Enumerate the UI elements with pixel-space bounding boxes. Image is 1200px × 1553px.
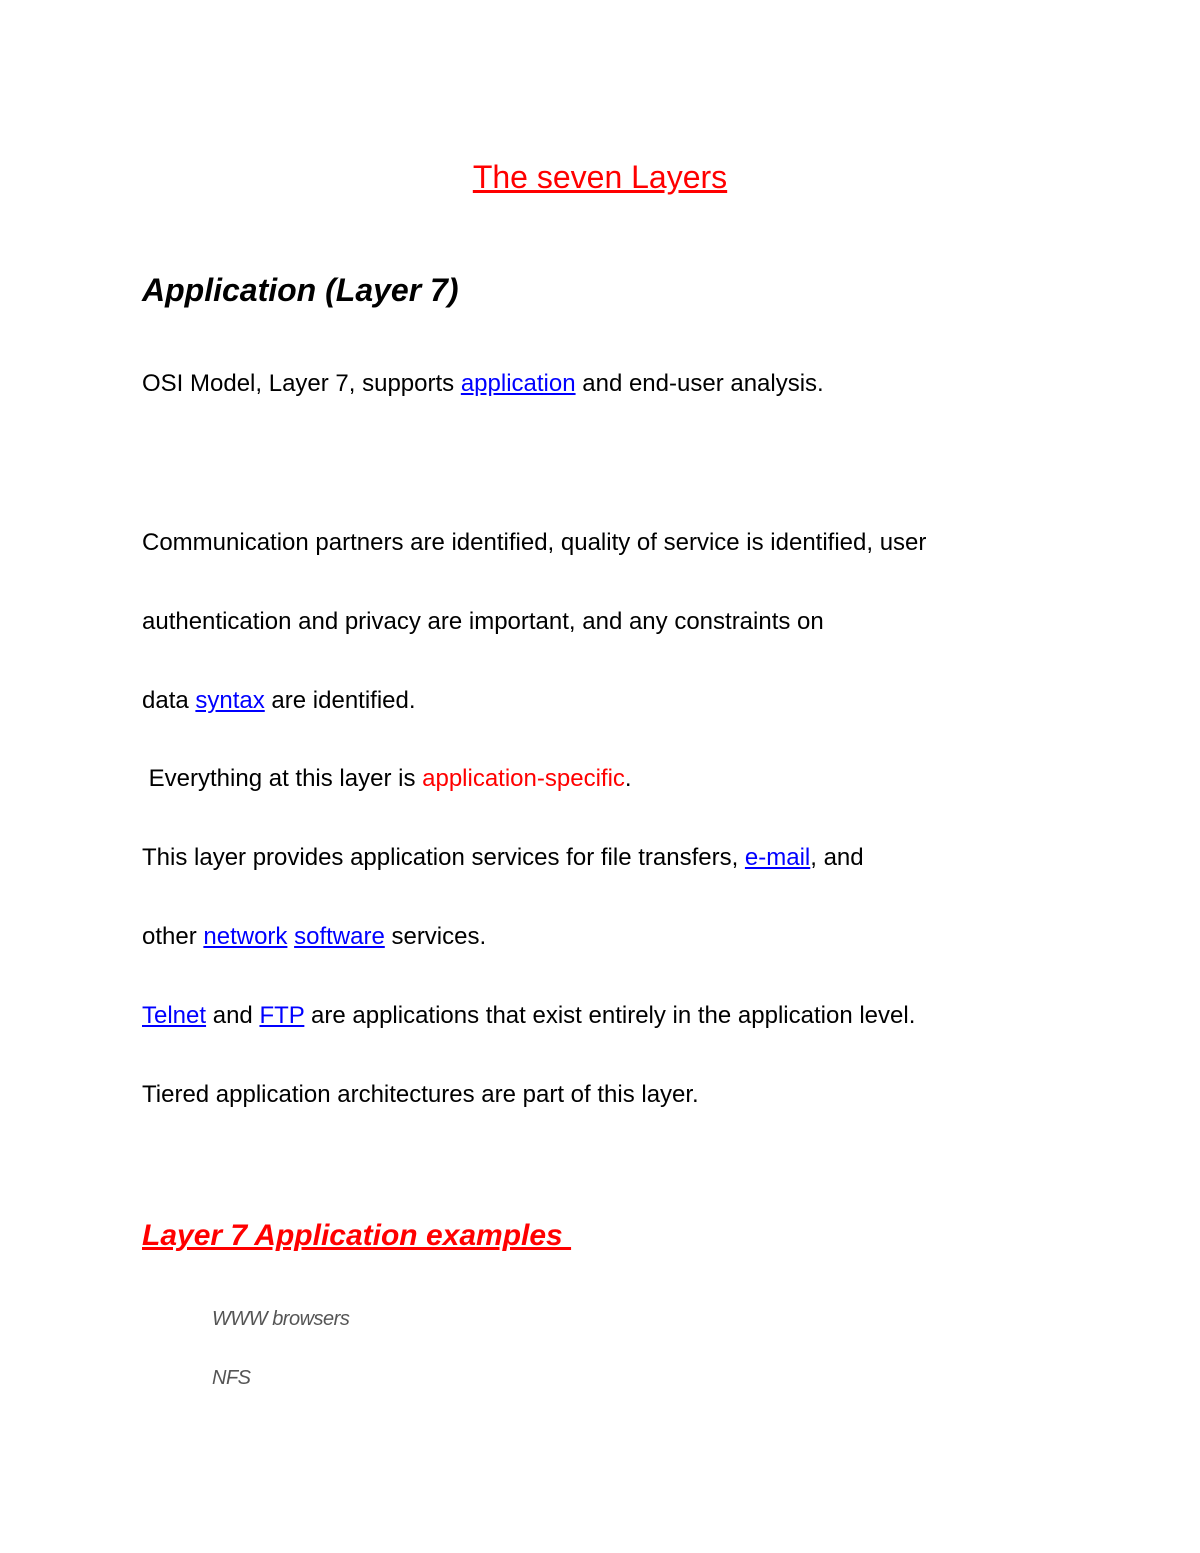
link-network[interactable]: network — [203, 923, 288, 950]
paragraph-osi-model — [142, 367, 824, 401]
text: This layer provides application services for file transfers, — [142, 844, 745, 871]
paragraph-services-line-1 — [142, 841, 864, 875]
highlight-application-specific: application-specific — [422, 765, 625, 792]
link-software[interactable]: software — [294, 923, 385, 950]
text: and end-user analysis. — [575, 370, 824, 397]
link-telnet[interactable]: Telnet — [142, 1002, 207, 1029]
text: and — [206, 1002, 260, 1029]
paragraph-communication-line-2: authentication and privacy are important, and any constraints on — [142, 608, 824, 635]
text: data — [142, 687, 196, 714]
text: are identified. — [264, 687, 416, 714]
example-item: NFS — [212, 1367, 251, 1389]
paragraph-communication-line-3 — [142, 684, 416, 718]
text: OSI Model, Layer 7, supports — [142, 370, 461, 397]
examples-heading: Layer 7 Application examples — [142, 1219, 572, 1252]
link-e-mail[interactable]: e-mail — [744, 844, 811, 871]
text: , and — [810, 844, 864, 871]
text: . — [624, 765, 632, 792]
paragraph-application-specific — [142, 762, 632, 796]
paragraph-services-line-2 — [142, 920, 486, 954]
paragraph-communication-line-1: Communication partners are identified, quality of service is identified, user — [142, 529, 927, 556]
example-item: WWW browsers — [212, 1308, 350, 1330]
paragraph-telnet-ftp — [142, 999, 915, 1033]
link-syntax[interactable]: syntax — [195, 687, 265, 714]
section-heading: Application (Layer 7) — [142, 272, 459, 308]
text: services. — [384, 923, 487, 950]
text: are applications that exist entirely in the application level. — [304, 1002, 916, 1029]
paragraph-tiered-architectures: Tiered application architectures are part of this layer. — [142, 1081, 699, 1108]
link-application[interactable]: application — [460, 370, 576, 397]
page-title: The seven Layers — [472, 159, 728, 195]
link-ftp[interactable]: FTP — [259, 1002, 305, 1029]
text: other — [142, 923, 204, 950]
text: Everything at this layer is — [142, 765, 423, 792]
